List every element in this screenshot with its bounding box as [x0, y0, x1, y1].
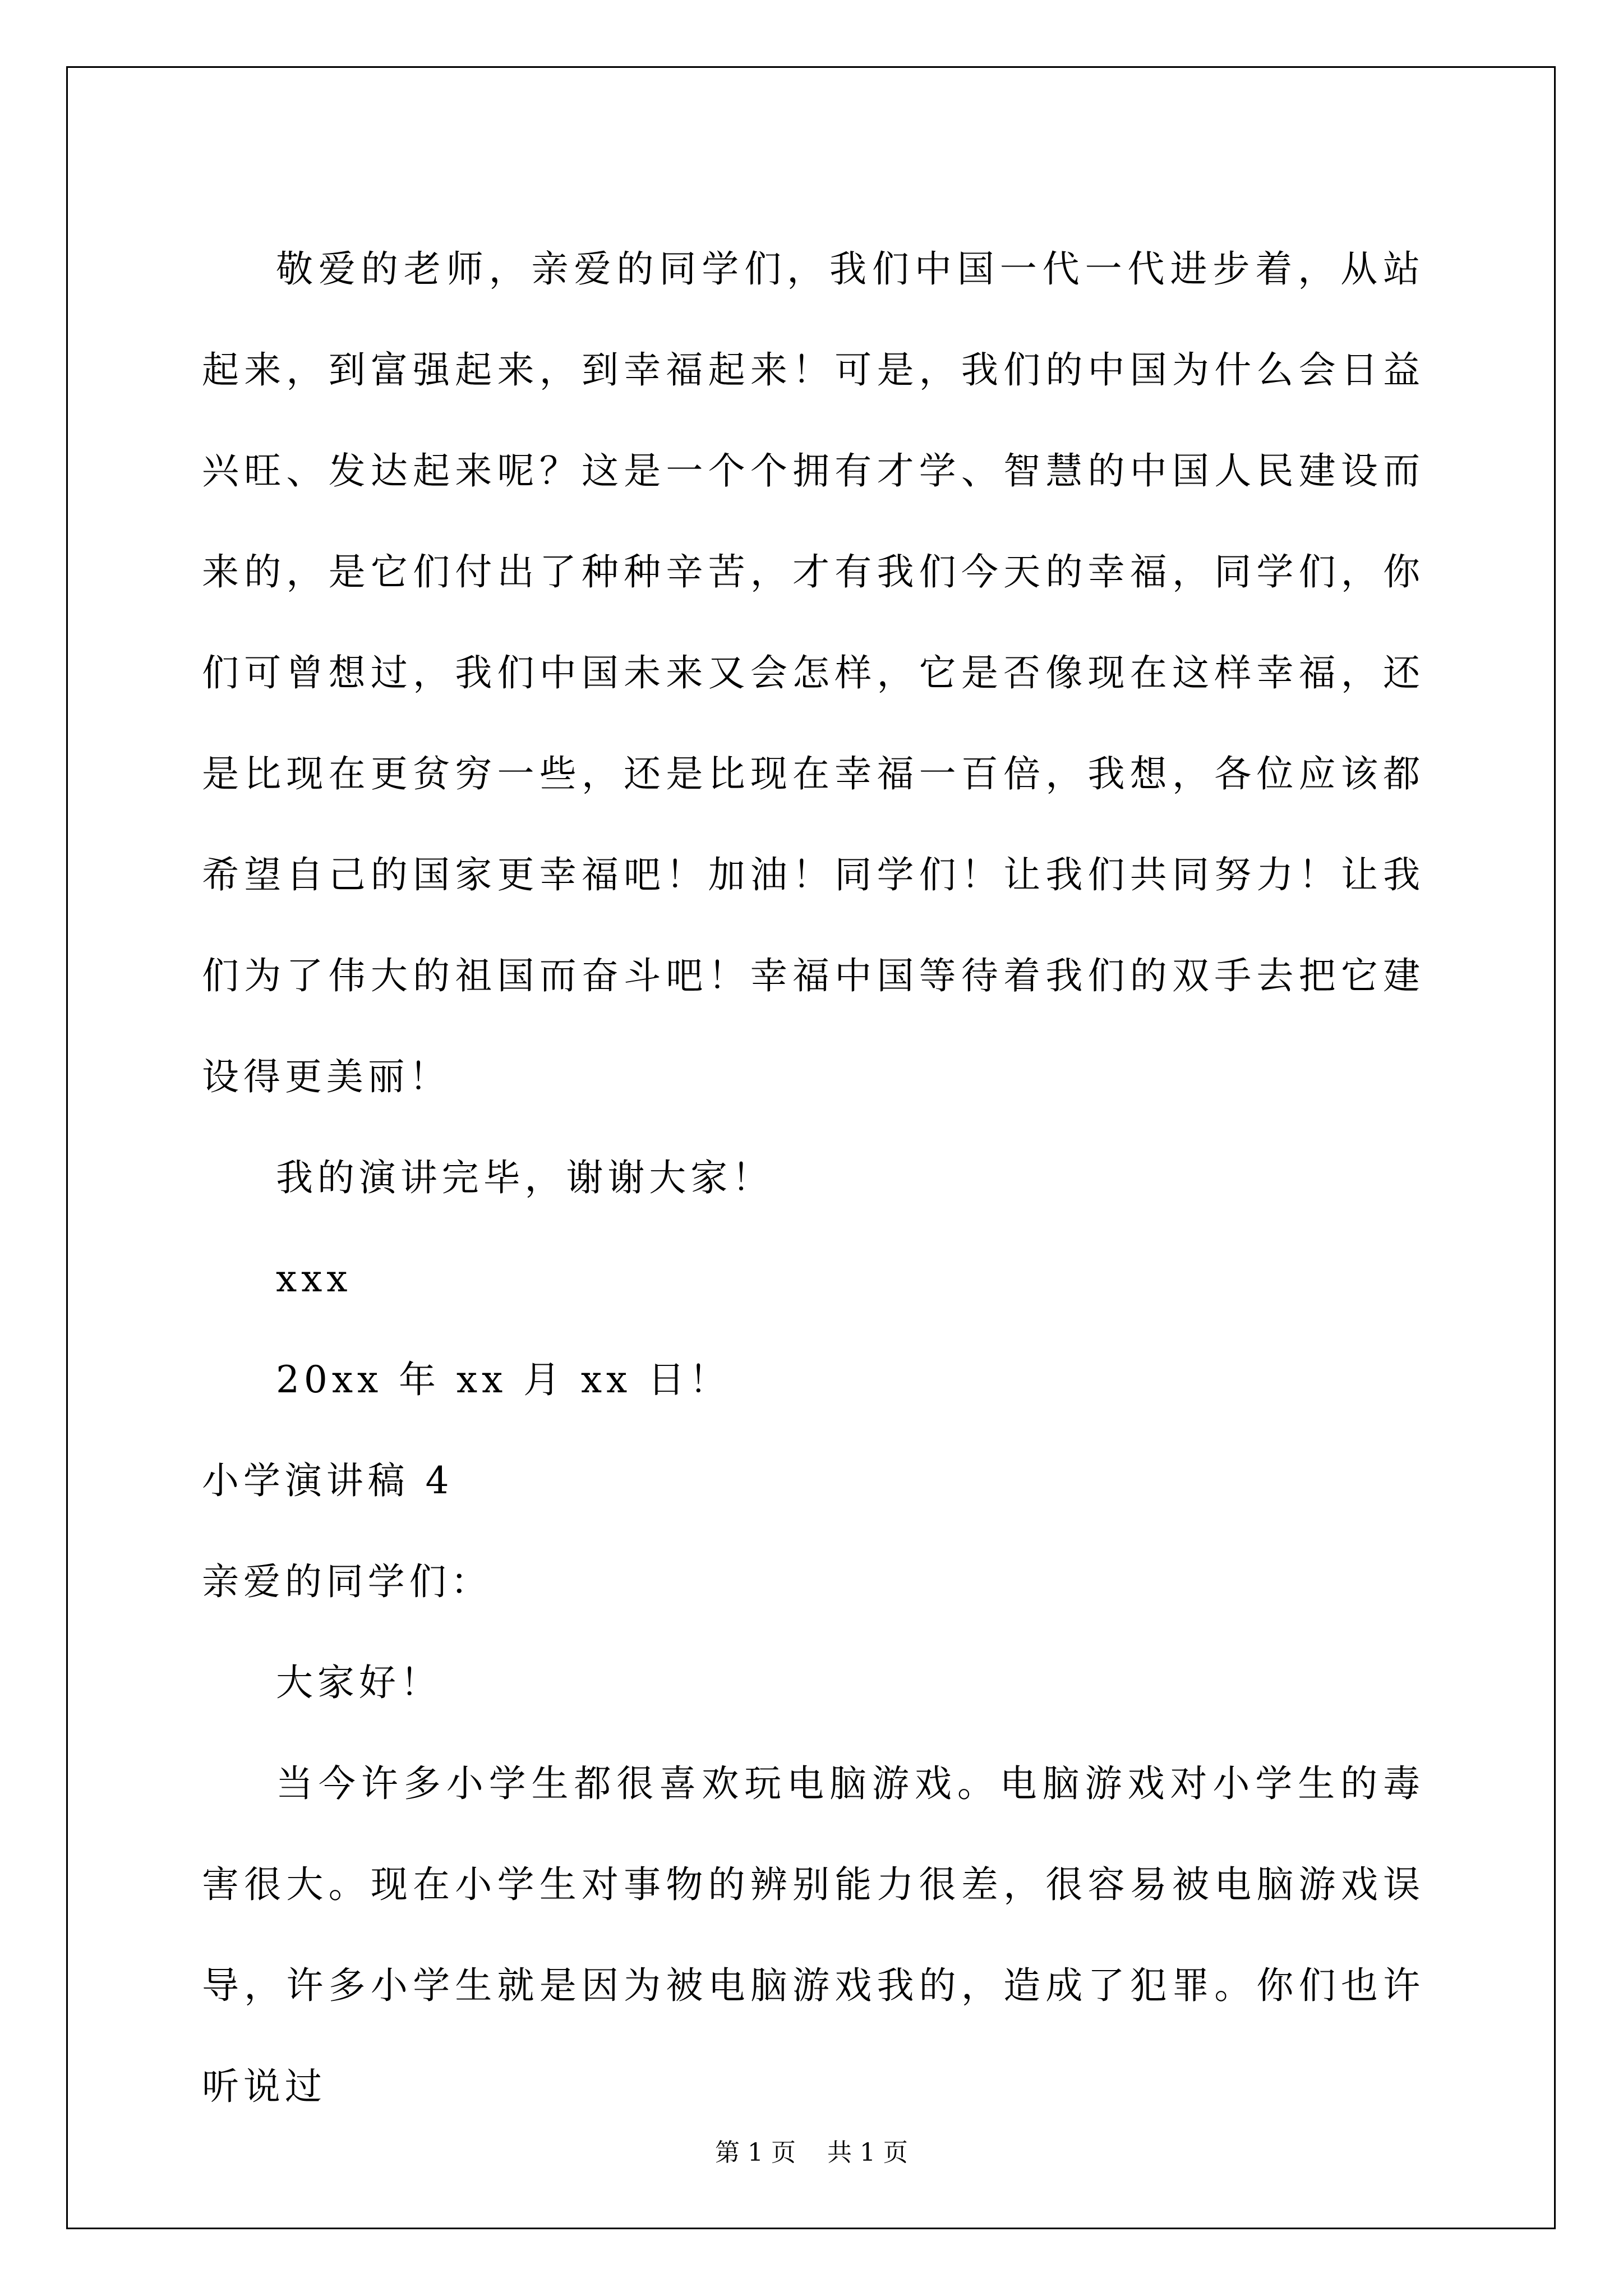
paragraph-signature: xxx [276, 1257, 352, 1300]
paragraph-closing-thanks: 我的演讲完毕，谢谢大家！ [276, 1156, 774, 1199]
paragraph-speech-body-2: 当今许多小学生都很喜欢玩电脑游戏。电脑游戏对小学生的毒害很大。现在小学生对事物的辨别能力很差，很容易被电脑游戏误导，许多小学生就是因为被电脑游戏我的，造成了犯罪。你们也许听说过 [202, 1762, 1424, 2108]
paragraph-salutation: 亲爱的同学们： [202, 1560, 492, 1603]
section-heading: 小学演讲稿 4 [202, 1459, 454, 1502]
paragraph-greeting: 大家好！ [276, 1661, 442, 1704]
page-footer: 第 1 页 共 1 页 [715, 2138, 908, 2167]
paragraph-speech-body: 敬爱的老师，亲爱的同学们，我们中国一代一代进步着，从站起来，到富强起来，到幸福起来！可是，我们的中国为什么会日益兴旺、发达起来呢？这是一个个拥有才学、智慧的中国人民建设而来的，是它们付出了种种辛苦，才有我们今天的幸福，同学们，你们可曾想过，我们中国未来又会怎样，它是否像现在这样幸福，还是比现在更贫穷一些，还是比现在幸福一百倍，我想，各位应该都希望自己的国家更幸福吧！加油！同学们！让我们共同努力！让我们为了伟大的祖国而奋斗吧！幸福中国等待着我们的双手去把它建设得更美丽！ [202, 247, 1424, 1098]
document-body [202, 219, 1424, 2137]
paragraph-date: 20xx 年 xx 月 xx 日！ [276, 1358, 731, 1401]
